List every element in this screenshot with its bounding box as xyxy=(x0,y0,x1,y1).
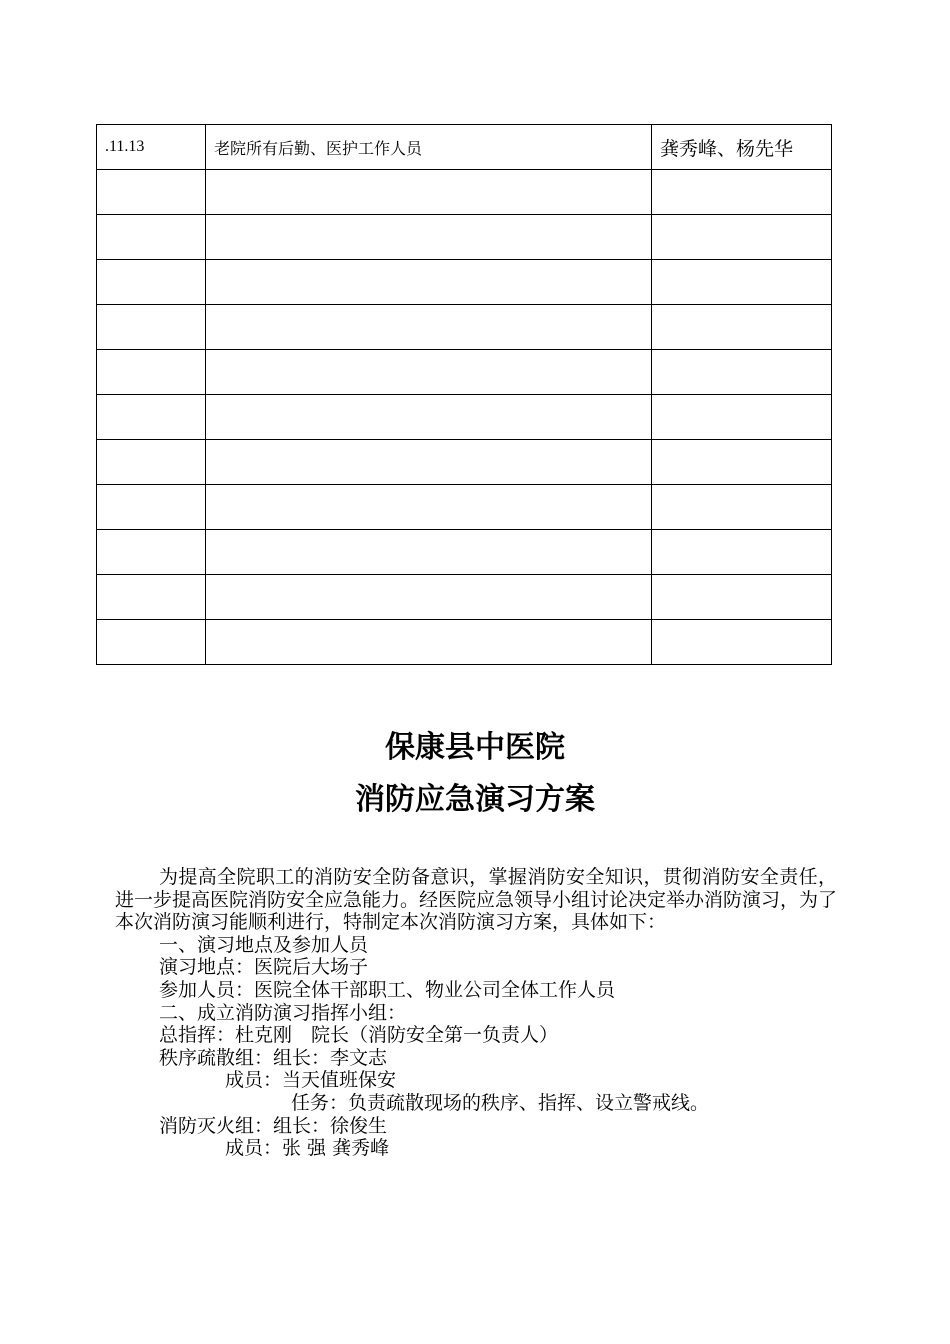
table-cell-empty xyxy=(97,440,206,485)
fire-group-leader-line: 消防灭火组：组长：徐俊生 xyxy=(159,1114,388,1137)
document-title-hospital: 保康县中医院 xyxy=(385,730,565,765)
table-cell-empty xyxy=(97,305,206,350)
table-cell-empty xyxy=(206,395,652,440)
table-cell-empty xyxy=(206,305,652,350)
table-row xyxy=(97,395,832,440)
schedule-table xyxy=(96,124,832,665)
table-cell-empty xyxy=(652,350,832,395)
table-cell-empty xyxy=(652,620,832,665)
table-cell-empty xyxy=(652,395,832,440)
table-row xyxy=(97,260,832,305)
table-row xyxy=(97,305,832,350)
table-cell-empty xyxy=(206,485,652,530)
order-group-members-line: 成员：当天值班保安 xyxy=(225,1069,397,1092)
document-body xyxy=(115,866,837,1160)
table-row xyxy=(97,620,832,665)
table-cell-empty xyxy=(206,350,652,395)
table-cell-empty xyxy=(97,485,206,530)
table-cell-empty xyxy=(97,215,206,260)
table-cell-empty xyxy=(652,485,832,530)
table-row xyxy=(97,125,832,170)
table-cell-empty xyxy=(97,395,206,440)
table-cell-date: .11.13 xyxy=(97,125,206,170)
table-cell-empty xyxy=(206,575,652,620)
table-cell-empty xyxy=(97,350,206,395)
table-cell-empty xyxy=(652,440,832,485)
table-cell-empty xyxy=(652,260,832,305)
table-cell-empty xyxy=(206,620,652,665)
order-group-task-line: 任务：负责疏散现场的秩序、指挥、设立警戒线。 xyxy=(291,1091,710,1114)
section-heading-command: 二、成立消防演习指挥小组： xyxy=(159,1001,407,1024)
table-cell-empty xyxy=(206,530,652,575)
table-cell-empty xyxy=(206,440,652,485)
table-cell-empty xyxy=(206,170,652,215)
participants-line: 参加人员：医院全体干部职工、物业公司全体工作人员 xyxy=(159,978,616,1001)
table-cell-empty xyxy=(652,170,832,215)
table-cell-empty xyxy=(97,260,206,305)
table-row xyxy=(97,530,832,575)
order-group-leader-line: 秩序疏散组：组长：李文志 xyxy=(159,1046,388,1069)
table-cell-empty xyxy=(97,575,206,620)
table-cell-empty xyxy=(97,170,206,215)
table-cell-empty xyxy=(652,530,832,575)
table-cell-empty xyxy=(97,620,206,665)
table-cell-empty xyxy=(652,575,832,620)
section-heading-location: 一、演习地点及参加人员 xyxy=(159,933,369,956)
location-line: 演习地点：医院后大场子 xyxy=(159,956,369,979)
commander-line: 总指挥：杜克刚 院长（消防安全第一负责人） xyxy=(159,1024,559,1047)
table-cell-participants: 老院所有后勤、医护工作人员 xyxy=(206,125,652,170)
intro-paragraph: 为提高全院职工的消防安全防备意识，掌握消防安全知识，贯彻消防安全责任，进一步提高医院消防安全应急能力。经医院应急领导小组讨论决定举办消防演习，为了本次消防演习能顺利进行，特制定本次消防演习方案，具体如下： xyxy=(115,866,838,934)
table-cell-empty xyxy=(652,305,832,350)
document-title-plan: 消防应急演习方案 xyxy=(355,782,595,817)
table-row xyxy=(97,215,832,260)
table-cell-empty xyxy=(652,215,832,260)
table-cell-empty xyxy=(206,215,652,260)
table-row xyxy=(97,575,832,620)
table-cell-responsible: 龚秀峰、杨先华 xyxy=(652,125,832,170)
table-cell-empty xyxy=(97,530,206,575)
table-row xyxy=(97,350,832,395)
fire-group-members-line: 成员：张 强 龚秀峰 xyxy=(225,1137,390,1160)
table-row xyxy=(97,485,832,530)
table-row xyxy=(97,440,832,485)
table-cell-empty xyxy=(206,260,652,305)
table-row xyxy=(97,170,832,215)
